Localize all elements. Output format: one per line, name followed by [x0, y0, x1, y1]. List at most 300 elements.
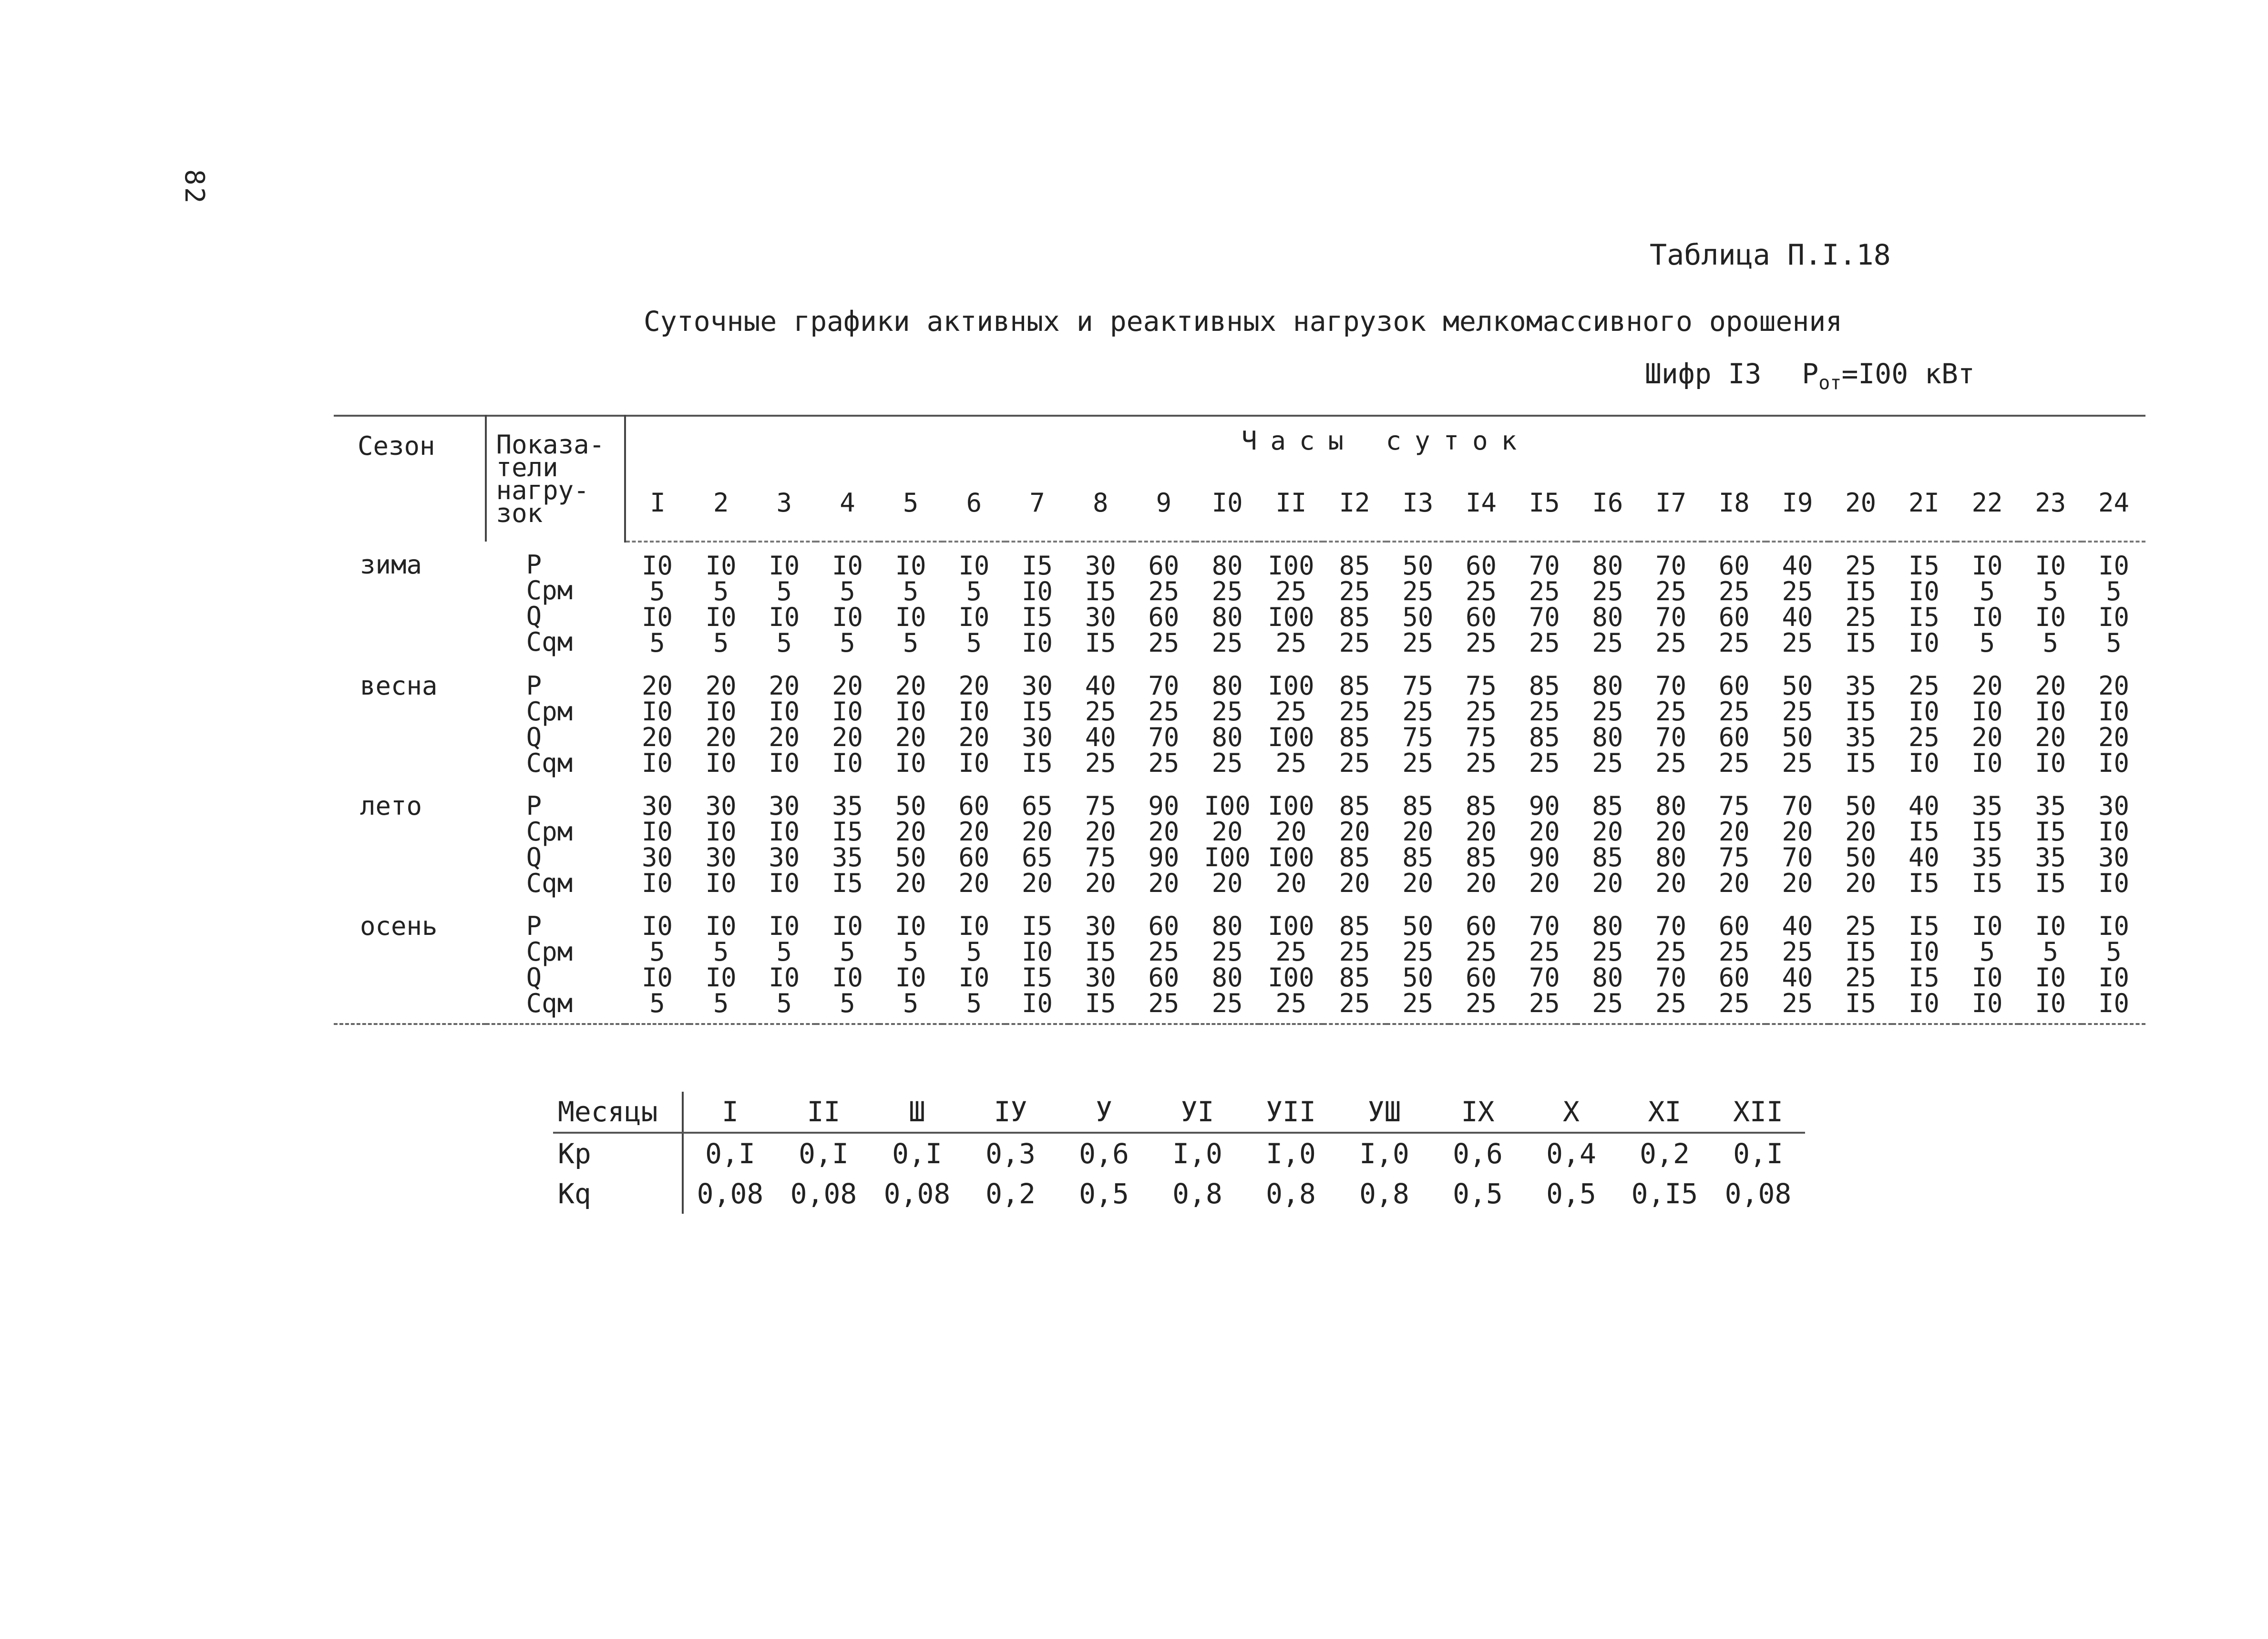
- load-value: 40: [1782, 551, 1813, 581]
- load-value: 70: [1655, 963, 1687, 993]
- load-value: I00: [1268, 963, 1314, 993]
- load-value: 25: [1529, 937, 1560, 967]
- load-value: 40: [1782, 963, 1813, 993]
- load-value: 25: [1529, 628, 1560, 658]
- hour-cell: [879, 903, 943, 1024]
- rated-power-symbol: P: [1802, 358, 1819, 390]
- hour-cell: [2019, 783, 2082, 903]
- load-value: 25: [1529, 748, 1560, 778]
- load-value: 25: [1908, 671, 1940, 701]
- load-value: 20: [895, 817, 926, 847]
- load-value: 25: [1339, 748, 1370, 778]
- load-value: I0: [769, 697, 800, 727]
- load-value: I5: [1085, 576, 1116, 606]
- load-value: 25: [1402, 937, 1434, 967]
- hour-label: I5: [1513, 464, 1576, 542]
- hour-cell: [1829, 903, 1892, 1024]
- load-value: 20: [831, 671, 863, 701]
- coefficient-value: 0,08: [697, 1178, 764, 1210]
- load-value: 5: [776, 937, 792, 967]
- load-value: I0: [2035, 911, 2066, 941]
- load-value: 75: [1718, 842, 1750, 872]
- load-value: I0: [769, 868, 800, 898]
- load-value: I0: [641, 551, 673, 581]
- load-value: 20: [641, 671, 673, 701]
- load-value: 5: [776, 576, 792, 606]
- load-value: 5: [2042, 937, 2058, 967]
- hour-cell: [625, 663, 689, 783]
- indicator-label: Cрм: [526, 817, 573, 847]
- load-value: 30: [1085, 963, 1116, 993]
- coefficient-value: I,0: [1172, 1137, 1222, 1170]
- load-value: 85: [1592, 791, 1623, 821]
- hour-label: 5: [879, 464, 943, 542]
- load-value: I0: [641, 697, 673, 727]
- load-value: I0: [1908, 748, 1940, 778]
- hour-cell: [816, 542, 879, 663]
- hour-cell: [1513, 783, 1576, 903]
- load-value: 20: [895, 722, 926, 752]
- hour-cell: [1892, 783, 1956, 903]
- load-value: I0: [705, 817, 737, 847]
- load-value: 20: [1971, 671, 2003, 701]
- load-value: I0: [2098, 911, 2130, 941]
- load-value: 80: [1592, 671, 1623, 701]
- hour-cell: [689, 542, 753, 663]
- hour-cell: [1006, 542, 1069, 663]
- coefficient-value: 0,I: [892, 1137, 942, 1170]
- rated-power-value: =I00 кВт: [1841, 358, 1975, 390]
- load-value: I0: [769, 963, 800, 993]
- load-value: I5: [1845, 576, 1877, 606]
- coefficient-value: 0,I: [799, 1137, 849, 1170]
- load-value: 20: [1655, 817, 1687, 847]
- hour-cell: [1829, 542, 1892, 663]
- load-value: 70: [1655, 551, 1687, 581]
- load-value: 70: [1782, 791, 1813, 821]
- load-value: 50: [895, 842, 926, 872]
- load-value: 25: [1718, 748, 1750, 778]
- month-body: [553, 1092, 1805, 1214]
- hour-cell: [1132, 903, 1196, 1024]
- load-value: 20: [1971, 722, 2003, 752]
- load-value: 85: [1466, 842, 1497, 872]
- load-value: I5: [1845, 988, 1877, 1018]
- load-value: I5: [1908, 868, 1940, 898]
- load-value: 25: [1402, 697, 1434, 727]
- load-value: 85: [1402, 842, 1434, 872]
- hour-cell: [816, 903, 879, 1024]
- load-value: 25: [1275, 937, 1307, 967]
- load-value: 20: [895, 868, 926, 898]
- load-value: I0: [958, 748, 990, 778]
- hour-label: 3: [752, 464, 816, 542]
- load-value: I0: [895, 963, 926, 993]
- load-value: 25: [1211, 988, 1243, 1018]
- month-label: Ш: [871, 1092, 964, 1133]
- load-value: 25: [1275, 988, 1307, 1018]
- load-value: 60: [1718, 722, 1750, 752]
- load-value: 80: [1211, 602, 1243, 632]
- header-indicators: Показа- тели нагру- зок: [486, 416, 626, 542]
- load-value: 25: [1529, 697, 1560, 727]
- load-value: 20: [1466, 817, 1497, 847]
- load-value: 5: [1979, 628, 1995, 658]
- load-value: 20: [1339, 817, 1370, 847]
- load-value: I0: [1908, 988, 1940, 1018]
- load-value: 25: [1782, 748, 1813, 778]
- load-value: 20: [769, 671, 800, 701]
- load-value: 20: [1529, 868, 1560, 898]
- load-value: 30: [2098, 791, 2130, 821]
- load-value: I5: [1022, 748, 1053, 778]
- coefficient-value: 0,6: [1453, 1137, 1503, 1170]
- hour-label: I2: [1323, 464, 1386, 542]
- load-value: 60: [1148, 551, 1180, 581]
- load-value: 25: [1148, 937, 1180, 967]
- hour-cell: [2082, 903, 2145, 1024]
- indicator-label: Cqм: [526, 868, 573, 898]
- load-value: 80: [1655, 842, 1687, 872]
- load-value: I0: [2098, 988, 2130, 1018]
- coefficient-label: Kр: [553, 1133, 683, 1174]
- load-value: I5: [1845, 697, 1877, 727]
- load-value: 25: [1655, 576, 1687, 606]
- hour-cell: [943, 542, 1006, 663]
- load-value: 20: [1275, 817, 1307, 847]
- indicator-labels: [486, 783, 626, 903]
- month-label: У: [1057, 1092, 1151, 1133]
- load-value: 20: [1529, 817, 1560, 847]
- hour-cell: [1323, 663, 1386, 783]
- load-value: 25: [1718, 988, 1750, 1018]
- load-value: 65: [1022, 842, 1053, 872]
- load-value: 20: [1402, 817, 1434, 847]
- month-label: IУ: [964, 1092, 1057, 1133]
- load-value: 5: [840, 937, 855, 967]
- hour-cell: [1892, 663, 1956, 783]
- load-value: 35: [1971, 842, 2003, 872]
- load-value: 20: [1592, 868, 1623, 898]
- load-value: I5: [1908, 551, 1940, 581]
- load-value: 85: [1592, 842, 1623, 872]
- load-value: I0: [895, 551, 926, 581]
- hour-cell: [1829, 663, 1892, 783]
- month-label: IX: [1431, 1092, 1525, 1133]
- hour-cell: [1259, 903, 1323, 1024]
- load-value: 70: [1655, 671, 1687, 701]
- load-value: I00: [1204, 791, 1251, 821]
- indicator-label: Cqм: [526, 748, 573, 778]
- load-value: 25: [1211, 576, 1243, 606]
- coefficient-value: 0,I: [705, 1137, 755, 1170]
- load-value: 5: [2106, 937, 2122, 967]
- season-body: [334, 542, 2145, 1024]
- load-value: 5: [649, 576, 665, 606]
- load-value: 80: [1211, 671, 1243, 701]
- hour-cell: [752, 783, 816, 903]
- load-value: I0: [1971, 988, 2003, 1018]
- load-value: 5: [966, 628, 982, 658]
- load-value: I0: [705, 963, 737, 993]
- load-value: 60: [1718, 551, 1750, 581]
- load-value: I0: [641, 602, 673, 632]
- load-value: 20: [1275, 868, 1307, 898]
- hour-cell: [1069, 903, 1132, 1024]
- load-value: 25: [1592, 748, 1623, 778]
- load-value: 25: [1655, 697, 1687, 727]
- hour-cell: [1195, 663, 1259, 783]
- load-value: 20: [1655, 868, 1687, 898]
- load-value: 80: [1211, 911, 1243, 941]
- load-value: 25: [1339, 988, 1370, 1018]
- load-value: 30: [1085, 911, 1116, 941]
- hour-cell: [1449, 783, 1513, 903]
- load-value: 5: [903, 576, 919, 606]
- hour-cell: [1892, 903, 1956, 1024]
- load-value: 20: [2098, 671, 2130, 701]
- month-label: XII: [1712, 1092, 1805, 1133]
- hour-cell: [1449, 663, 1513, 783]
- load-value: I0: [2035, 551, 2066, 581]
- load-value: 20: [2035, 671, 2066, 701]
- hour-cell: [1449, 903, 1513, 1024]
- hour-cell: [2019, 542, 2082, 663]
- hour-cell: [1956, 663, 2019, 783]
- load-value: I5: [1022, 602, 1053, 632]
- hour-cell: [1195, 903, 1259, 1024]
- load-value: 50: [1402, 551, 1434, 581]
- hour-cell: [879, 542, 943, 663]
- load-value: 5: [776, 628, 792, 658]
- load-value: 40: [1908, 791, 1940, 821]
- load-value: 25: [1339, 628, 1370, 658]
- load-value: I0: [705, 602, 737, 632]
- load-value: 25: [1529, 576, 1560, 606]
- hour-label: I9: [1766, 464, 1829, 542]
- load-value: I0: [831, 697, 863, 727]
- month-label: II: [777, 1092, 871, 1133]
- load-value: I0: [831, 748, 863, 778]
- hour-cell: [879, 663, 943, 783]
- load-value: 85: [1339, 791, 1370, 821]
- load-value: 90: [1148, 842, 1180, 872]
- coefficient-value: 0,I5: [1631, 1178, 1698, 1210]
- load-value: I0: [705, 697, 737, 727]
- load-value: 80: [1592, 722, 1623, 752]
- hour-cell: [1513, 663, 1576, 783]
- hour-label: I: [625, 464, 689, 542]
- load-value: 35: [831, 791, 863, 821]
- load-value: I0: [769, 911, 800, 941]
- coefficient-value: 0,6: [1079, 1137, 1129, 1170]
- load-value: 25: [1275, 748, 1307, 778]
- hour-cell: [689, 903, 753, 1024]
- hour-cell: [1829, 783, 1892, 903]
- load-value: 25: [1466, 988, 1497, 1018]
- indicator-label: P: [526, 671, 542, 701]
- load-value: 25: [1339, 697, 1370, 727]
- load-value: 5: [713, 576, 729, 606]
- load-value: 35: [831, 842, 863, 872]
- hour-label: II: [1259, 464, 1323, 542]
- load-value: 5: [649, 937, 665, 967]
- load-value: 5: [776, 988, 792, 1018]
- load-value: I00: [1268, 722, 1314, 752]
- hour-cell: [1006, 663, 1069, 783]
- load-value: 60: [1466, 551, 1497, 581]
- load-value: 50: [1845, 842, 1877, 872]
- load-value: 70: [1655, 722, 1687, 752]
- load-value: 20: [1845, 817, 1877, 847]
- coefficient-value: 0,08: [790, 1178, 857, 1210]
- hour-cell: [1449, 542, 1513, 663]
- hour-cell: [1766, 663, 1829, 783]
- hour-cell: [2019, 903, 2082, 1024]
- hour-cell: [1956, 903, 2019, 1024]
- load-value: 80: [1592, 602, 1623, 632]
- load-value: 25: [1655, 988, 1687, 1018]
- month-label: I: [683, 1092, 777, 1133]
- load-value: 25: [1592, 576, 1623, 606]
- hour-label: 24: [2082, 464, 2145, 542]
- load-value: 65: [1022, 791, 1053, 821]
- load-value: 30: [1085, 602, 1116, 632]
- load-value: I0: [1971, 551, 2003, 581]
- load-value: 50: [1782, 671, 1813, 701]
- load-value: 20: [1211, 868, 1243, 898]
- load-value: 25: [1845, 963, 1877, 993]
- load-value: I0: [2098, 963, 2130, 993]
- load-value: 70: [1529, 602, 1560, 632]
- load-value: I0: [1908, 576, 1940, 606]
- indicator-label: Q: [526, 963, 542, 993]
- load-schedule-table: [334, 415, 2145, 1025]
- load-value: I0: [1971, 602, 2003, 632]
- load-value: 80: [1592, 911, 1623, 941]
- hour-cell: [1132, 783, 1196, 903]
- load-value: 70: [1529, 551, 1560, 581]
- hour-cell: [1576, 903, 1640, 1024]
- load-value: 70: [1655, 911, 1687, 941]
- season-name: лето: [360, 791, 422, 821]
- load-value: 35: [1845, 671, 1877, 701]
- load-value: I0: [831, 911, 863, 941]
- season-row: [334, 542, 2145, 663]
- hour-label: I0: [1195, 464, 1259, 542]
- hour-cell: [1069, 663, 1132, 783]
- load-value: 25: [1782, 576, 1813, 606]
- load-value: 20: [1592, 817, 1623, 847]
- load-value: 25: [1339, 576, 1370, 606]
- load-value: 20: [1718, 817, 1750, 847]
- hour-label: I7: [1639, 464, 1703, 542]
- load-value: I5: [1971, 868, 2003, 898]
- load-value: I0: [769, 817, 800, 847]
- load-value: I0: [641, 963, 673, 993]
- hour-cell: [625, 542, 689, 663]
- load-value: 25: [1718, 937, 1750, 967]
- load-value: 25: [1402, 576, 1434, 606]
- load-value: I0: [1022, 937, 1053, 967]
- indicator-label: Cрм: [526, 697, 573, 727]
- load-value: 25: [1466, 628, 1497, 658]
- load-value: I0: [641, 911, 673, 941]
- load-value: 60: [1148, 602, 1180, 632]
- load-value: 5: [1979, 576, 1995, 606]
- hour-cell: [1639, 903, 1703, 1024]
- load-value: 25: [1718, 576, 1750, 606]
- load-value: 20: [1211, 817, 1243, 847]
- load-value: I00: [1268, 791, 1314, 821]
- coefficient-value: I,0: [1359, 1137, 1409, 1170]
- hour-label: 6: [943, 464, 1006, 542]
- load-value: I5: [1085, 988, 1116, 1018]
- load-value: 30: [769, 791, 800, 821]
- load-value: I00: [1268, 671, 1314, 701]
- months-label: Месяцы: [553, 1092, 683, 1133]
- rated-power-subscript: от: [1818, 372, 1842, 394]
- load-value: 25: [1085, 697, 1116, 727]
- hour-cell: [1132, 663, 1196, 783]
- hour-cell: [1006, 903, 1069, 1024]
- load-value: 85: [1529, 671, 1560, 701]
- load-value: 5: [903, 988, 919, 1018]
- load-value: I5: [1908, 963, 1940, 993]
- load-value: 75: [1718, 791, 1750, 821]
- load-value: I00: [1268, 911, 1314, 941]
- load-value: I0: [2098, 602, 2130, 632]
- load-value: 5: [966, 988, 982, 1018]
- header-season: Сезон: [334, 416, 486, 542]
- load-value: 30: [641, 791, 673, 821]
- load-value: 20: [1718, 868, 1750, 898]
- load-value: 5: [2042, 576, 2058, 606]
- load-value: I0: [2035, 988, 2066, 1018]
- load-value: I0: [769, 602, 800, 632]
- load-value: I5: [1022, 911, 1053, 941]
- load-value: I5: [1022, 697, 1053, 727]
- table-title: Суточные графики активных и реактивных нагрузок мелкомассивного орошения: [644, 305, 1843, 338]
- hour-cell: [1576, 542, 1640, 663]
- coefficient-value: 0,2: [1640, 1137, 1690, 1170]
- hour-cell: [689, 783, 753, 903]
- load-value: 25: [1655, 937, 1687, 967]
- hour-cell: [1195, 542, 1259, 663]
- load-value: 5: [1979, 937, 1995, 967]
- hour-cell: [1323, 903, 1386, 1024]
- load-value: 50: [1402, 963, 1434, 993]
- load-value: 20: [641, 722, 673, 752]
- load-value: 85: [1339, 602, 1370, 632]
- hour-label: 2: [689, 464, 753, 542]
- load-value: 20: [1402, 868, 1434, 898]
- load-value: 70: [1782, 842, 1813, 872]
- load-value: 50: [1402, 911, 1434, 941]
- load-value: 5: [649, 628, 665, 658]
- load-value: 5: [2106, 576, 2122, 606]
- load-value: 85: [1339, 963, 1370, 993]
- load-value: I5: [1085, 937, 1116, 967]
- load-value: 70: [1529, 963, 1560, 993]
- hour-label: 9: [1132, 464, 1196, 542]
- hour-cell: [1766, 783, 1829, 903]
- hour-cell: [1639, 542, 1703, 663]
- load-value: 25: [1592, 988, 1623, 1018]
- hour-cell: [1006, 783, 1069, 903]
- load-value: 60: [1466, 911, 1497, 941]
- load-value: 20: [1148, 868, 1180, 898]
